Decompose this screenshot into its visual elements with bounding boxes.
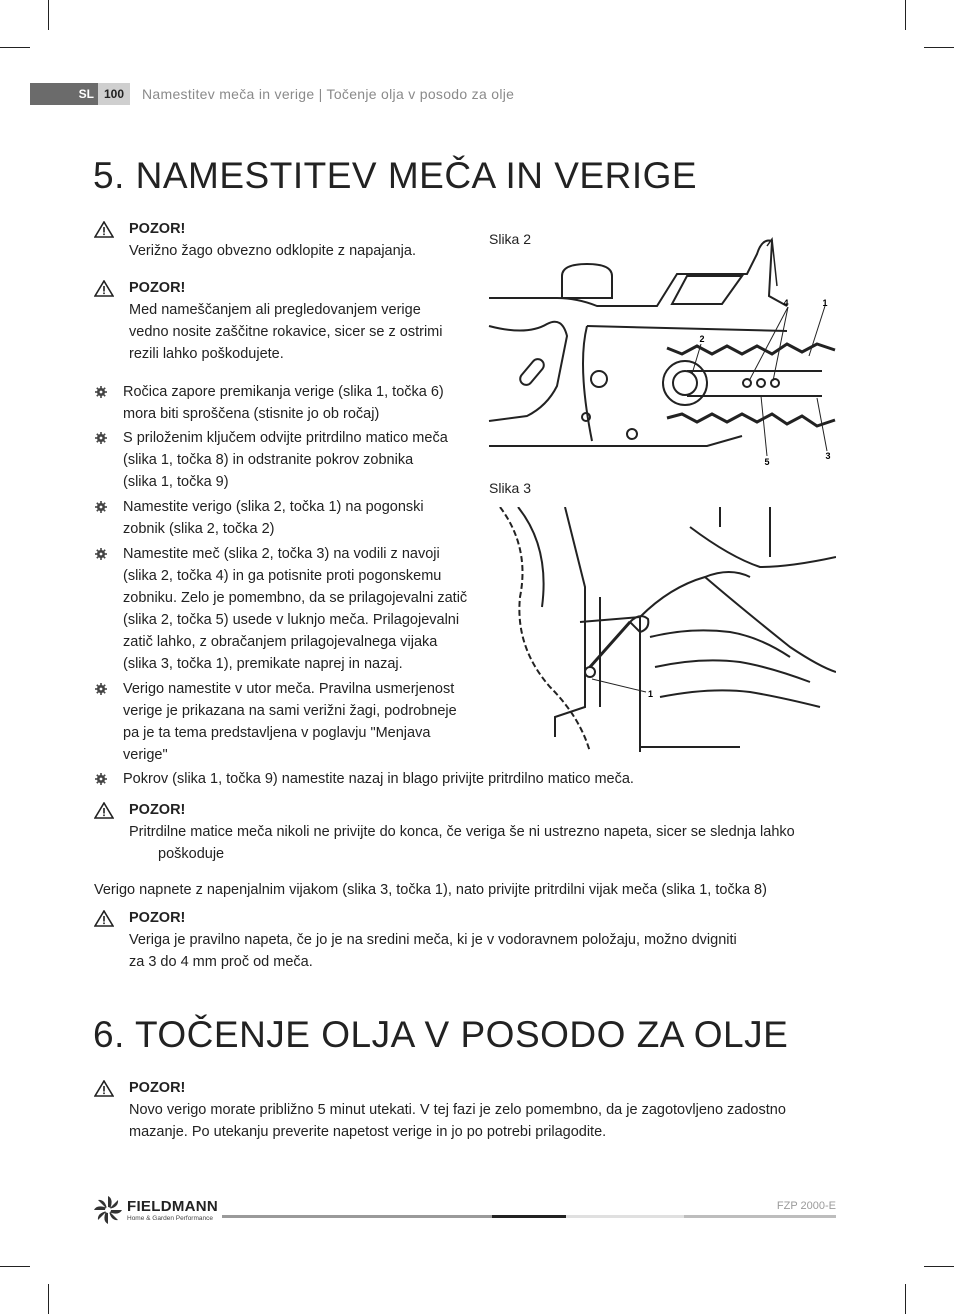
brand-tagline: Home & Garden Performance <box>127 1215 213 1222</box>
list-item-text <box>123 496 424 540</box>
warning-text <box>129 1099 786 1143</box>
figure-3-adjustment-screw-illustration <box>490 507 836 752</box>
warning-icon <box>94 802 114 819</box>
warning-icon <box>94 280 114 297</box>
warning-label: POZOR! <box>129 280 186 296</box>
page-number: 100 <box>98 83 130 105</box>
gear-bullet-icon <box>95 683 107 695</box>
figure-label: 5 <box>764 457 770 467</box>
crop-mark <box>48 1284 49 1314</box>
page-header <box>30 83 514 105</box>
figure-3-caption: Slika 3 <box>489 480 532 496</box>
text-line: Namestite verigo (slika 2, točka 1) na pogonski <box>123 499 424 515</box>
warning-line: Pritrdilne matice meča nikoli ne privijte do konca, če veriga še ni ustrezno napeta, sicer se slednja lahko <box>129 824 795 840</box>
text-line: verige je prikazana na sami verižni žagi, podrobneje <box>123 703 457 719</box>
warning-icon <box>94 221 114 238</box>
list-item-text <box>123 543 467 675</box>
gear-bullet-icon <box>95 386 107 398</box>
warning-line: Novo verigo morate približno 5 minut utekati. V tej fazi je zelo pomembno, da je zagotovljeno zadostno <box>129 1102 786 1118</box>
text-line: S priloženim ključem odvijte pritrdilno matico meča <box>123 430 448 446</box>
warning-line: vedno nosite zaščitne rokavice, sicer se z ostrimi <box>129 324 443 340</box>
crop-mark <box>0 47 30 48</box>
text-line: zatič lahko, z obračanjem prilagojevalnega vijaka <box>123 634 438 650</box>
text-line: Ročica zapore premikanja verige (slika 1, točka 6) <box>123 384 444 400</box>
model-number: FZP 2000-E <box>776 1200 836 1212</box>
footer-divider <box>684 1215 836 1218</box>
section-6-title: 6. TOČENJE OLJA V POSODO ZA OLJE <box>93 1014 789 1055</box>
crop-mark <box>905 1284 906 1314</box>
brand-logo <box>93 1195 223 1225</box>
gear-bullet-icon <box>95 432 107 444</box>
warning-text <box>129 299 443 365</box>
text-line: (slika 1, točka 8) in odstranite pokrov zobnika <box>123 452 414 468</box>
warning-label: POZOR! <box>129 1080 186 1096</box>
text-line: (slika 2, točka 4) in ga potisnite proti pogonskemu <box>123 568 442 584</box>
footer-divider <box>566 1215 684 1218</box>
gear-bullet-icon <box>95 501 107 513</box>
list-item-text <box>123 381 444 425</box>
warning-label: POZOR! <box>129 910 186 926</box>
list-item-text <box>123 427 448 493</box>
text-line: verige" <box>123 747 168 763</box>
list-item-text: Pokrov (slika 1, točka 9) namestite nazaj in blago privijte pritrdilno matico meča. <box>123 771 634 787</box>
header-title: Namestitev meča in verige | Točenje olja v posodo za olje <box>142 86 515 102</box>
brand-name: FIELDMANN <box>127 1198 219 1215</box>
body-paragraph: Verigo napnete z napenjalnim vijakom (slika 3, točka 1), nato privijte pritrdilni vijak meča (slika 1, točka 8) <box>94 882 767 898</box>
warning-line: za 3 do 4 mm proč od meča. <box>129 954 313 970</box>
footer-divider <box>492 1215 566 1218</box>
warning-label: POZOR! <box>129 221 186 237</box>
figure-2-caption: Slika 2 <box>489 231 532 247</box>
warning-icon <box>94 910 114 927</box>
text-line: mora biti sproščena (stisnite jo ob ročaj) <box>123 406 380 422</box>
warning-line: Veriga je pravilno napeta, če jo je na sredini meča, ki je v vodoravnem položaju, možno dvigniti <box>129 932 737 948</box>
text-line: Namestite meč (slika 2, točka 3) na vodili z navoji <box>123 546 440 562</box>
text-line: (slika 1, točka 9) <box>123 474 229 490</box>
crop-mark <box>924 1266 954 1267</box>
text-line: (slika 3, točka 1), premikate naprej in nazaj. <box>123 656 403 672</box>
figure-label: 3 <box>825 451 831 461</box>
text-line: (slika 2, točka 5) usede v luknjo meča. Prilagojevalni <box>123 612 460 628</box>
text-line: zobnik (slika 2, točka 2) <box>123 521 275 537</box>
figure-label: 1 <box>648 689 654 699</box>
warning-label: POZOR! <box>129 802 186 818</box>
figure-label: 1 <box>822 298 828 308</box>
crop-mark <box>924 47 954 48</box>
warning-line: rezili lahko poškodujete. <box>129 346 284 362</box>
warning-line: poškoduje <box>158 846 225 862</box>
fieldmann-logo-icon <box>93 1195 123 1225</box>
gear-bullet-icon <box>95 548 107 560</box>
figure-2-chainsaw-illustration <box>487 236 837 468</box>
figure-label: 2 <box>699 334 705 344</box>
figure-label: 4 <box>783 298 789 308</box>
warning-line: Med nameščanjem ali pregledovanjem verige <box>129 302 421 318</box>
footer-divider <box>222 1215 492 1218</box>
crop-mark <box>48 0 49 30</box>
warning-text <box>129 929 737 973</box>
list-item-text <box>123 678 457 766</box>
crop-mark <box>905 0 906 30</box>
warning-line: mazanje. Po utekanju preverite napetost verige in jo po potrebi prilagodite. <box>129 1124 607 1140</box>
section-5-title: 5. NAMESTITEV MEČA IN VERIGE <box>93 155 698 196</box>
warning-icon <box>94 1080 114 1097</box>
warning-text <box>129 821 795 865</box>
text-line: Verigo namestite v utor meča. Pravilna usmerjenost <box>123 681 455 697</box>
language-tag: SL <box>30 83 98 105</box>
text-line: zobniku. Zelo je pomembno, da se prilagojevalni zatič <box>123 590 468 606</box>
warning-text: Verižno žago obvezno odklopite z napajanja. <box>129 243 416 259</box>
crop-mark <box>0 1266 30 1267</box>
gear-bullet-icon <box>95 773 107 785</box>
text-line: pa je ta tema predstavljena v poglavju "Menjava <box>123 725 431 741</box>
